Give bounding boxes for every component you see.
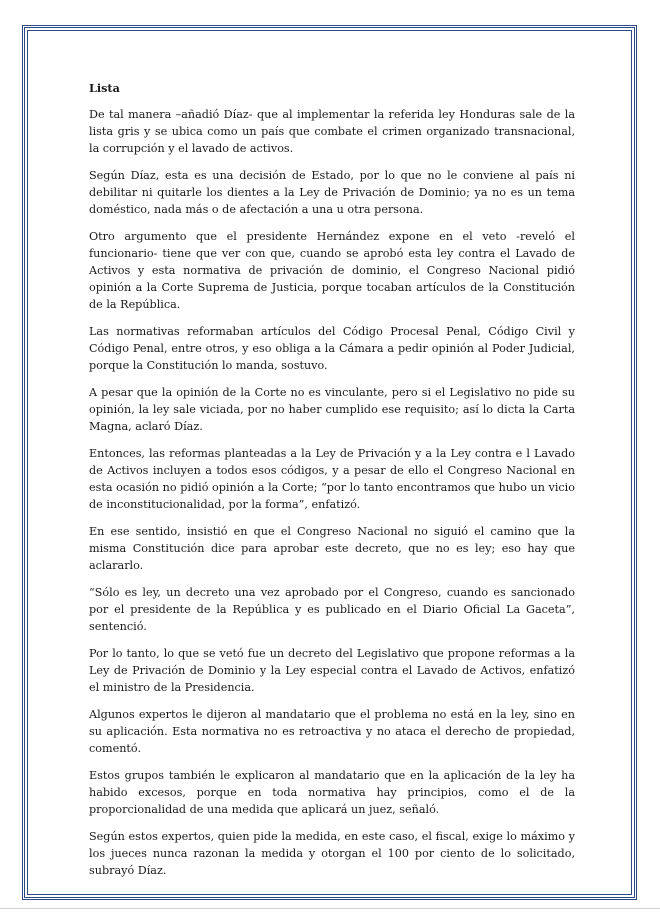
paragraph-7: En ese sentido, insistió en que el Congreso Nacional no siguió el camino que la misma Constitución dice para aprobar este decreto, que no es ley; eso hay que aclararlo. (89, 525, 575, 572)
section-heading: Lista (89, 81, 120, 95)
paragraph-2: Según Díaz, esta es una decisión de Estado, por lo que no le conviene al país ni debilitar ni quitarle los dientes a la Ley de Privación de Dominio; ya no es un tema doméstico, nada más o de afectación a una u otra persona. (89, 169, 575, 216)
paragraph-3: Otro argumento que el presidente Hernández expone en el veto -reveló el funcionario- tiene que ver con que, cuando se aprobó esta ley contra el Lavado de Activos y esta normativa de privación de dominio, el Congreso Nacional pidió opinión a la Corte Suprema de Justicia, porque tocaban artículos de la Constitución de la República. (89, 230, 575, 311)
paragraph-9: Por lo tanto, lo que se vetó fue un decreto del Legislativo que propone reformas a la Ley de Privación de Dominio y la Ley especial contra el Lavado de Activos, enfatizó el ministro de la Presidencia. (89, 647, 575, 694)
paragraph-11: Estos grupos también le explicaron al mandatario que en la aplicación de la ley ha habido excesos, porque en toda normativa hay principios, como el de la proporcionalidad de una medida que aplicará un juez, señaló. (89, 769, 575, 816)
paragraph-4: Las normativas reformaban artículos del Código Procesal Penal, Código Civil y Código Penal, entre otros, y eso obliga a la Cámara a pedir opinión al Poder Judicial, porque la Constitución lo manda, sostuvo. (89, 325, 575, 372)
paragraph-12: Según estos expertos, quien pide la medida, en este caso, el fiscal, exige lo máximo y los jueces nunca razonan la medida y otorgan el 100 por ciento de lo solicitado, subrayó Díaz. (89, 830, 575, 877)
bottom-divider (0, 908, 660, 909)
paragraph-6: Entonces, las reformas planteadas a la Ley de Privación y a la Ley contra e l Lavado de Activos incluyen a todos esos códigos, y a pesar de ello el Congreso Nacional en esta ocasión no pidió opinión a la Corte; “por lo tanto encontramos que hubo un vicio de inconstitucionalidad, por la forma”, enfatizó. (89, 447, 575, 511)
paragraph-5: A pesar que la opinión de la Corte no es vinculante, pero si el Legislativo no pide su opinión, la ley sale viciada, por no haber cumplido ese requisito; así lo dicta la Carta Magna, aclaró Díaz. (89, 386, 575, 433)
document-body (89, 80, 575, 889)
paragraph-8: “Sólo es ley, un decreto una vez aprobado por el Congreso, cuando es sancionado por el presidente de la República y es publicado en el Diario Oficial La Gaceta”, sentenció. (89, 586, 575, 633)
paragraph-10: Algunos expertos le dijeron al mandatario que el problema no está en la ley, sino en su aplicación. Esta normativa no es retroactiva y no ataca el derecho de propiedad, comentó. (89, 708, 575, 755)
paragraph-1: De tal manera –añadió Díaz- que al implementar la referida ley Honduras sale de la lista gris y se ubica como un país que combate el crimen organizado transnacional, la corrupción y el lavado de activos. (89, 108, 575, 155)
